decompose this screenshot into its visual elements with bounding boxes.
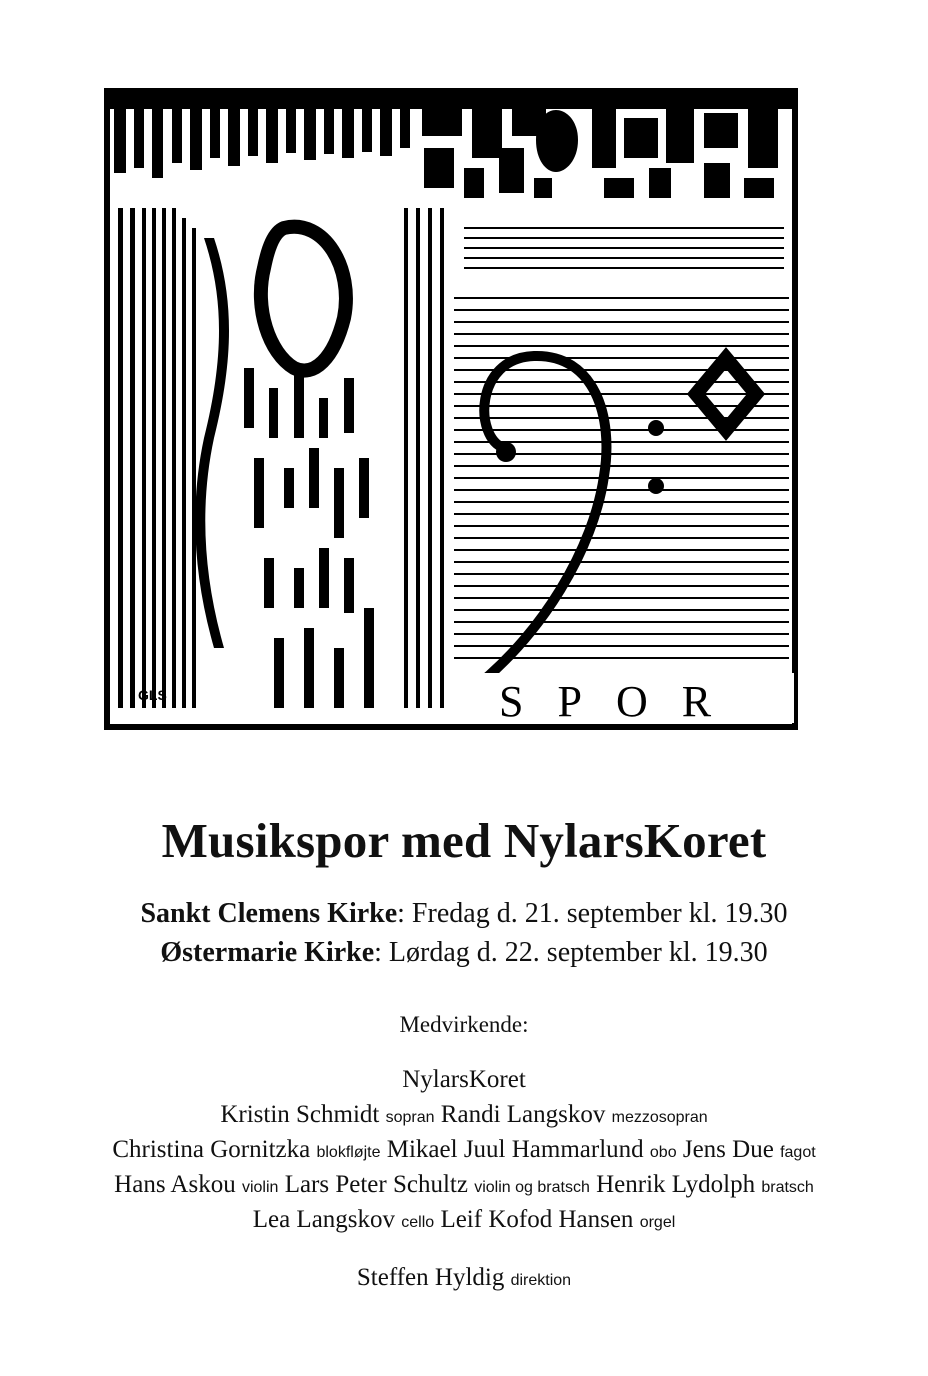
performer-role: violin og bratsch <box>474 1179 590 1196</box>
performer-role: mezzosopran <box>611 1109 708 1126</box>
performers-line-1 <box>0 1101 928 1129</box>
performer-name: Lars Peter Schultz <box>284 1171 468 1198</box>
venue-when-2: : Lørdag d. 22. september kl. 19.30 <box>374 937 768 968</box>
venue-church-2: Østermarie Kirke <box>160 937 375 968</box>
performer-name: Hans Askou <box>114 1171 236 1198</box>
venue-line-2 <box>0 937 928 969</box>
venue-line-1 <box>0 898 928 930</box>
performer-name: Henrik Lydolph <box>596 1171 756 1198</box>
conductor-line <box>0 1264 928 1292</box>
artwork-caption: SPOR <box>499 677 746 726</box>
performer-role: bratsch <box>761 1179 814 1196</box>
performers-line-2 <box>0 1136 928 1164</box>
performer-role: violin <box>241 1179 279 1196</box>
performer-name: Leif Kofod Hansen <box>440 1206 634 1233</box>
conductor-name: Steffen Hyldig <box>356 1264 505 1291</box>
performer-name: Randi Langskov <box>440 1101 606 1128</box>
choir-name: NylarsKoret <box>402 1066 526 1093</box>
artwork-signature: GLS <box>138 687 167 703</box>
performer-role: orgel <box>639 1214 676 1231</box>
medvirkende-label: Medvirkende: <box>399 1012 529 1037</box>
performer-role: fagot <box>780 1144 816 1161</box>
performer-name: Jens Due <box>682 1136 774 1163</box>
performer-name: Mikael Juul Hammarlund <box>386 1136 644 1163</box>
performers-line-3 <box>0 1171 928 1199</box>
performer-role: sopran <box>385 1109 435 1126</box>
performer-name: Christina Gornitzka <box>112 1136 311 1163</box>
performer-name: Lea Langskov <box>252 1206 396 1233</box>
page-title: Musikspor med NylarsKoret <box>161 813 767 868</box>
venue-church-1: Sankt Clemens Kirke <box>140 898 398 929</box>
woodcut-bass-clef-icon <box>104 88 798 730</box>
performer-name: Kristin Schmidt <box>220 1101 380 1128</box>
performer-role: blokfløjte <box>316 1144 381 1161</box>
conductor-role: direktion <box>510 1272 572 1289</box>
performers-line-4 <box>0 1206 928 1234</box>
performer-role: cello <box>401 1214 435 1231</box>
performer-role: obo <box>649 1144 677 1161</box>
venue-when-1: : Fredag d. 21. september kl. 19.30 <box>397 898 788 929</box>
